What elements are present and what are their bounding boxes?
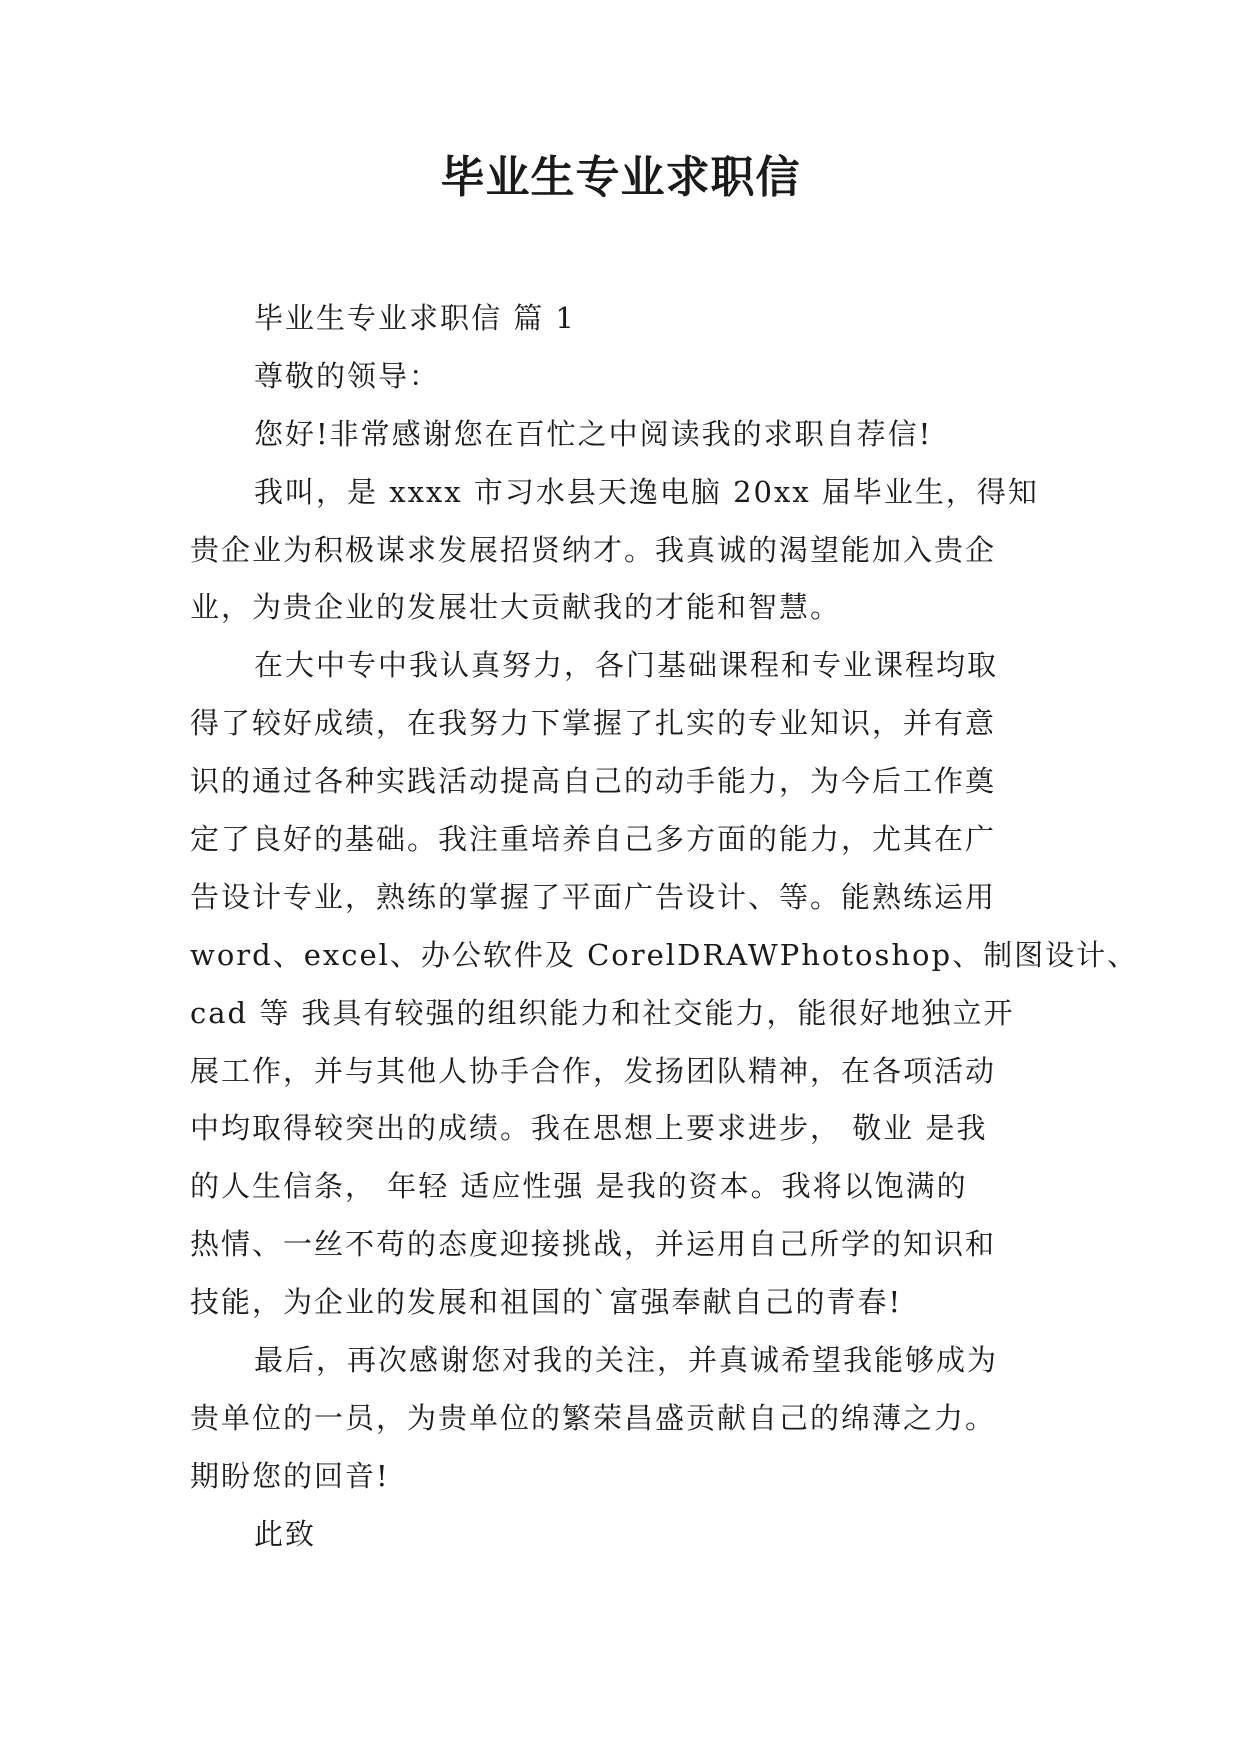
paragraph-line: 我叫，是 xxxx 市习水县天逸电脑 20xx 届毕业生，得知 — [254, 474, 1039, 509]
salutation: 尊敬的领导： — [254, 358, 441, 393]
paragraph-line: 贵企业为积极谋求发展招贤纳才。我真诚的渴望能加入贵企 — [190, 532, 997, 567]
paragraph-line: word、excel、办公软件及 CorelDRAWPhotoshop、制图设计、 — [190, 937, 1139, 972]
paragraph-line: 贵单位的一员，为贵单位的繁荣昌盛贡献自己的绵薄之力。 — [190, 1400, 997, 1435]
paragraph-line: 得了较好成绩，在我努力下掌握了扎实的专业知识，并有意 — [190, 706, 997, 741]
paragraph-line: 识的通过各种实践活动提高自己的动手能力，为今后工作奠 — [190, 764, 997, 799]
greeting-line: 您好!非常感谢您在百忙之中阅读我的求职自荐信! — [254, 416, 933, 451]
paragraph-line: 的人生信条， 年轻 适应性强 是我的资本。我将以饱满的 — [190, 1169, 968, 1204]
paragraph-line: 热情、一丝不苟的态度迎接挑战，并运用自己所学的知识和 — [190, 1227, 997, 1262]
paragraph-line: cad 等 我具有较强的组织能力和社交能力，能很好地独立开 — [190, 995, 1015, 1030]
paragraph-line: 在大中专中我认真努力，各门基础课程和专业课程均取 — [254, 648, 999, 683]
document-title: 毕业生专业求职信 — [440, 152, 801, 203]
paragraph-line: 告设计专业，熟练的掌握了平面广告设计、等。能熟练运用 — [190, 879, 997, 914]
paragraph-line: 中均取得较突出的成绩。我在思想上要求进步， 敬业 是我 — [190, 1111, 988, 1146]
letter-body — [190, 290, 1139, 1564]
paragraph-line: 技能，为企业的发展和祖国的`富强奉献自己的青春! — [190, 1285, 903, 1320]
paragraph-line: 定了良好的基础。我注重培养自己多方面的能力，尤其在广 — [190, 822, 997, 857]
paragraph-line: 最后，再次感谢您对我的关注，并真诚希望我能够成为 — [254, 1343, 999, 1378]
paragraph-line: 业，为贵企业的发展壮大贡献我的才能和智慧。 — [190, 590, 842, 625]
closing-line: 此致 — [254, 1516, 317, 1551]
paragraph-line: 展工作，并与其他人协手合作，发扬团队精神，在各项活动 — [190, 1053, 997, 1088]
section-heading: 毕业生专业求职信 篇 1 — [254, 301, 576, 335]
paragraph-line: 期盼您的回音! — [190, 1458, 390, 1493]
